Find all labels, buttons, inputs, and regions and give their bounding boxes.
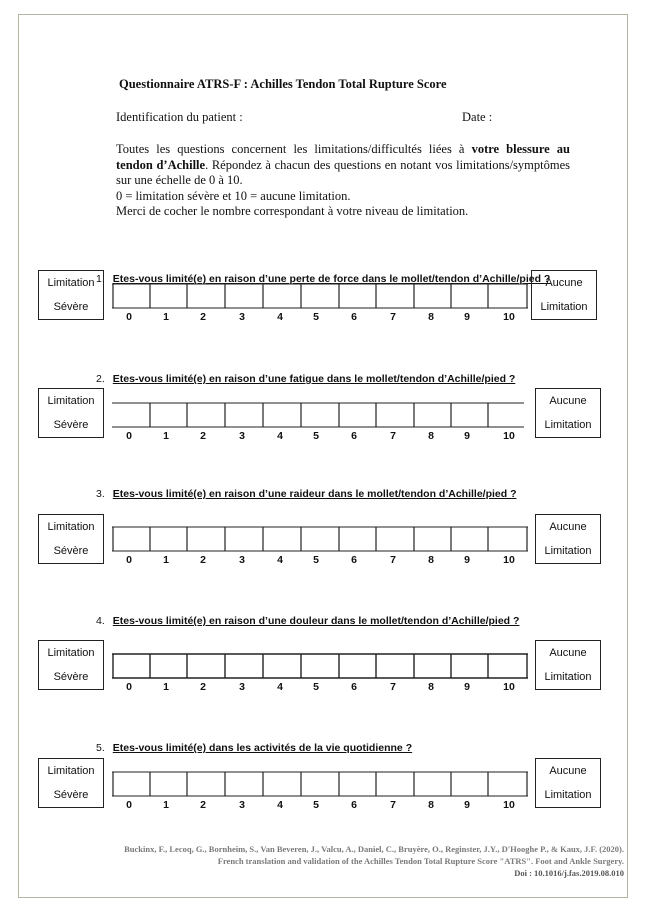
scale-number: 7 (390, 311, 396, 323)
question-2 (96, 373, 515, 385)
rating-scale[interactable] (112, 284, 528, 312)
scale-number: 4 (277, 430, 283, 442)
scale-number: 3 (239, 430, 245, 442)
instructions-paragraph (116, 142, 570, 189)
rating-scale-graphic (112, 403, 528, 429)
right-label-box (531, 270, 597, 320)
scale-number: 4 (277, 681, 283, 693)
right-label-box (535, 388, 601, 438)
scale-number: 5 (313, 430, 319, 442)
right-label-line2: Limitation (540, 301, 588, 313)
question-number: 5. (96, 742, 105, 754)
scale-number: 9 (464, 681, 470, 693)
scale-number: 0 (126, 430, 132, 442)
left-label-line1: Limitation (47, 395, 95, 407)
scale-number: 7 (390, 554, 396, 566)
scale-number: 10 (503, 554, 515, 566)
left-label-box (38, 388, 104, 438)
scale-number: 8 (428, 799, 434, 811)
scale-number: 10 (503, 799, 515, 811)
question-text: Etes-vous limité(e) en raison d’une perte de force dans le mollet/tendon d’Achille/pied ? (112, 273, 551, 285)
scale-number: 0 (126, 681, 132, 693)
scale-number: 10 (503, 681, 515, 693)
scale-number: 4 (277, 554, 283, 566)
question-number: 1. (96, 273, 105, 285)
rating-scale-graphic (112, 772, 528, 798)
scale-number: 9 (464, 799, 470, 811)
scale-number: 0 (126, 799, 132, 811)
scale-number: 6 (351, 430, 357, 442)
left-label-box (38, 758, 104, 808)
scale-number: 1 (163, 430, 169, 442)
rating-scale[interactable] (112, 772, 528, 798)
question-text: Etes-vous limité(e) dans les activités de la vie quotidienne ? (112, 742, 413, 754)
scale-number: 4 (277, 311, 283, 323)
scale-number: 5 (313, 311, 319, 323)
rating-scale[interactable] (112, 654, 528, 680)
rating-scale[interactable] (112, 527, 528, 553)
left-label-box (38, 640, 104, 690)
instructions-text: Toutes les questions concernent les limitations/difficultés liées à (116, 142, 465, 156)
right-label-line2: Limitation (544, 545, 592, 557)
scale-number: 6 (351, 311, 357, 323)
citation-doi: Doi : 10.1016/j.fas.2019.08.010 (514, 868, 624, 878)
scale-number: 6 (351, 799, 357, 811)
right-label-line1: Aucune (549, 647, 587, 659)
scale-number: 1 (163, 681, 169, 693)
rating-scale-graphic (112, 654, 528, 680)
right-label-line2: Limitation (544, 671, 592, 683)
left-label-line1: Limitation (47, 521, 95, 533)
left-label-box (38, 270, 104, 320)
right-label-line2: Limitation (544, 789, 592, 801)
right-label-box (535, 514, 601, 564)
scale-number: 2 (200, 554, 206, 566)
scale-number: 4 (277, 799, 283, 811)
left-label-line2: Sévère (53, 419, 89, 431)
left-label-line1: Limitation (47, 277, 95, 289)
right-label-box (535, 640, 601, 690)
scale-number: 8 (428, 681, 434, 693)
question-3 (96, 488, 517, 500)
scale-number: 0 (126, 554, 132, 566)
scale-number: 10 (503, 430, 515, 442)
scale-number: 5 (313, 799, 319, 811)
citation-line1: Buckinx, F., Lecoq, G., Bornheim, S., Van Beveren, J., Valcu, A., Daniel, C., Bruyère, O., Reginster, J.Y., D'Hooghe P., & Kaux, J.F. (2020). (124, 844, 624, 854)
rating-scale-graphic (112, 284, 528, 312)
left-label-box (38, 514, 104, 564)
question-text: Etes-vous limité(e) en raison d’une fatigue dans le mollet/tendon d’Achille/pied ? (112, 373, 516, 385)
instructions (116, 142, 570, 220)
citation (124, 843, 624, 879)
question-text: Etes-vous limité(e) en raison d’une douleur dans le mollet/tendon d’Achille/pied ? (112, 615, 520, 627)
question-number: 4. (96, 615, 105, 627)
question-4 (96, 615, 519, 627)
scale-number: 3 (239, 799, 245, 811)
scale-number: 3 (239, 554, 245, 566)
scale-number: 1 (163, 799, 169, 811)
scale-number: 3 (239, 311, 245, 323)
left-label-line2: Sévère (53, 789, 89, 801)
right-label-line1: Aucune (549, 395, 587, 407)
instructions-text-end: . Répondez à chacun des questions en notant vos limitations/symptômes sur une échelle de 0 à 10. (116, 157, 570, 187)
scale-number: 7 (390, 430, 396, 442)
left-label-line1: Limitation (47, 765, 95, 777)
scale-number: 8 (428, 430, 434, 442)
scale-number: 5 (313, 681, 319, 693)
scale-number: 3 (239, 681, 245, 693)
instructions-emphasis: votre blessure au tendon d’Achille (116, 142, 571, 172)
scale-number: 2 (200, 799, 206, 811)
date-label: Date : (462, 110, 493, 124)
right-label-line2: Limitation (544, 419, 592, 431)
scale-number: 7 (390, 681, 396, 693)
scale-number: 6 (351, 554, 357, 566)
patient-identification-label: Identification du patient : (116, 110, 243, 124)
scale-number: 5 (313, 554, 319, 566)
right-label-line1: Aucune (549, 521, 587, 533)
scale-number: 10 (503, 311, 515, 323)
scale-number: 1 (163, 554, 169, 566)
left-label-line2: Sévère (53, 301, 89, 313)
scale-number: 9 (464, 554, 470, 566)
scale-number: 7 (390, 799, 396, 811)
question-5 (96, 742, 412, 754)
question-number: 3. (96, 488, 105, 500)
scale-number: 8 (428, 554, 434, 566)
scale-number: 9 (464, 311, 470, 323)
question-number: 2. (96, 373, 105, 385)
page-title: Questionnaire ATRS-F : Achilles Tendon Total Rupture Score (119, 77, 447, 91)
scale-explanation: 0 = limitation sévère et 10 = aucune limitation. (116, 188, 351, 203)
right-label-box (535, 758, 601, 808)
right-label-line1: Aucune (545, 277, 583, 289)
rating-scale[interactable] (112, 403, 528, 429)
scale-number: 1 (163, 311, 169, 323)
scale-number: 6 (351, 681, 357, 693)
scale-number: 2 (200, 311, 206, 323)
scale-number: 8 (428, 311, 434, 323)
instructions-request: Merci de cocher le nombre correspondant à votre niveau de limitation. (116, 204, 469, 218)
left-label-line1: Limitation (47, 647, 95, 659)
citation-line2: French translation and validation of the Achilles Tendon Total Rupture Score "ATRS". Foot and Ankle Surgery. (217, 856, 624, 866)
scale-number: 0 (126, 311, 132, 323)
scale-number: 9 (464, 430, 470, 442)
question-text: Etes-vous limité(e) en raison d’une raideur dans le mollet/tendon d’Achille/pied ? (112, 488, 517, 500)
right-label-line1: Aucune (549, 765, 587, 777)
left-label-line2: Sévère (53, 671, 89, 683)
scale-number: 2 (200, 681, 206, 693)
scale-number: 2 (200, 430, 206, 442)
left-label-line2: Sévère (53, 545, 89, 557)
rating-scale-graphic (112, 527, 528, 553)
